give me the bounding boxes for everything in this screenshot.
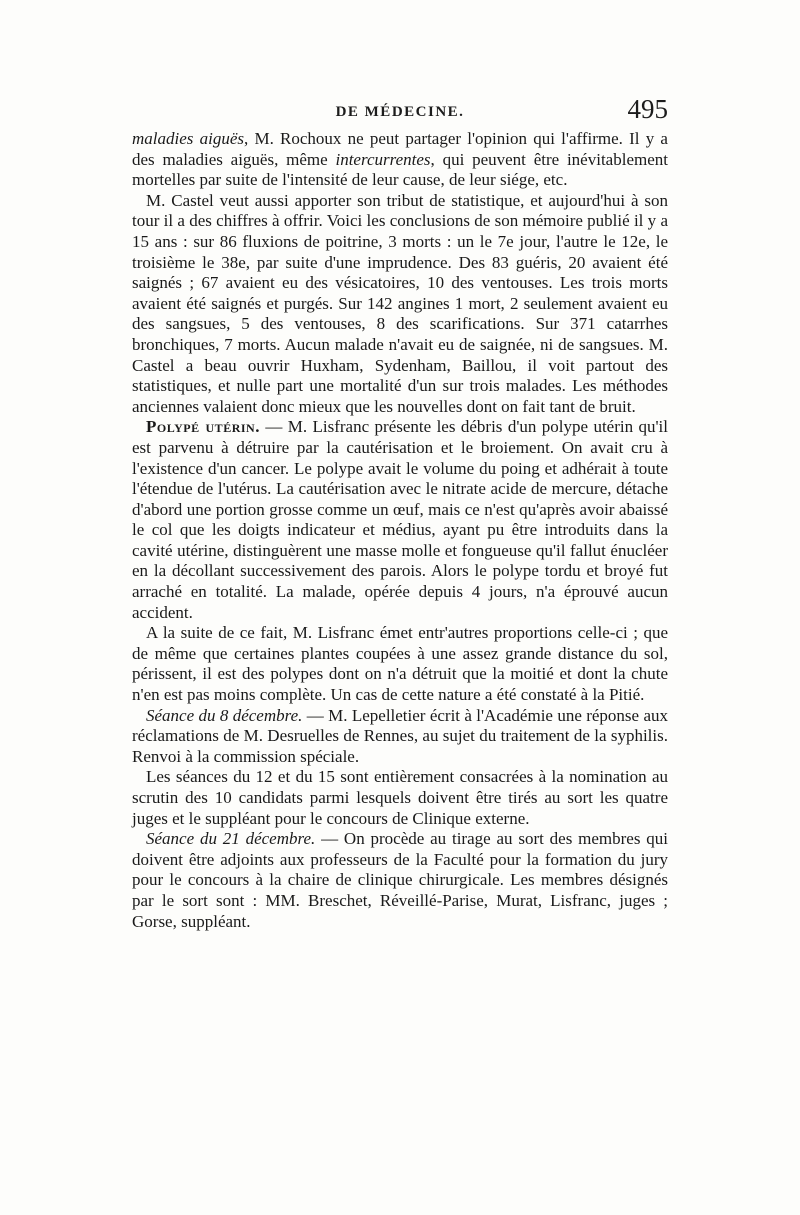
paragraph: [132, 623, 668, 705]
running-title: DE MÉDECINE.: [335, 104, 465, 120]
page-number: 495: [627, 94, 668, 124]
paragraph: [132, 417, 668, 623]
paragraph-text: — On procède au tirage au sort des membres qui doivent être adjoints aux professeurs de la Faculté pour la formation du jury pour le concours à la chaire de clinique chirurgicale. Les membres désignés par le sort sont : MM. Breschet, Réveillé-Parise, Murat, Lisfranc, juges ; Gorse, suppléant.: [132, 829, 668, 931]
paragraph-text: Les séances du 12 et du 15 sont entièrement consacrées à la nomination au scrutin des 10 candidats parmi lesquels doivent être tirés au sort les quatre juges et le suppléant pour le concours de Clinique externe.: [132, 767, 668, 828]
paragraph-text: M. Castel veut aussi apporter son tribut de statistique, et aujourd'hui à son tour il a des chiffres à offrir. Voici les conclusions de son mémoire publié il y a 15 ans : sur 86 fluxions de poitrine, 3 morts : un le 7e jour, l'autre le 12e, le troisième le 38e, par suite d'une imprudence. Des 83 guéris, 20 avaient été saignés ; 67 avaient eu des vésicatoires, 10 des ventouses. Les trois morts avaient été saignés et purgés. Sur 142 angines 1 mort, 2 seulement avaient eu des sangsues, 5 des ventouses, 8 des scarifications. Sur 371 catarrhes bronchiques, 7 morts. Aucun malade n'avait eu de saignée, ni de sangsues. M. Castel a beau ouvrir Huxham, Sydenham, Baillou, il voit partout des statistiques, et nulle part une mortalité d'un sur trois malades. Les méthodes anciennes valaient donc mieux que les nouvelles dont on fait tant de bruit.: [132, 190, 668, 416]
paragraph: [132, 767, 668, 829]
running-head: [132, 96, 668, 128]
paragraph: [132, 706, 668, 768]
paragraph-text: — M. Lepelletier écrit à l'Académie une réponse aux réclamations de M. Desruelles de Rennes, au sujet du traitement de la syphilis. Renvoi à la commission spéciale.: [132, 705, 668, 766]
italic-text: Séance du 21 décembre.: [146, 829, 316, 849]
paragraph-text: — M. Lisfranc présente les débris d'un polype utérin qu'il est parvenu à détruire par la cautérisation et le broiement. On avait cru à l'existence d'un cancer. Le polype avait le volume du poing et adhérait à toute l'étendue de l'utérus. La cautérisation avec le nitrate acide de mercure, détache d'abord une portion grosse comme un œuf, mais ce n'est qu'après avoir abaissé le col que les doigts indicateur et médius, ayant pu être introduits dans la cavité utérine, distinguèrent une masse molle et fongueuse qu'il fallut énucléer en la décollant successivement des parois. Alors le polype tordu et broyé fut arraché en totalité. La malade, opérée depuis 4 jours, n'a éprouvé aucun accident.: [132, 417, 669, 622]
paragraph-text: A la suite de ce fait, M. Lisfranc émet entr'autres proportions celle-ci ; que de même que certaines plantes coupées à une assez grande distance du sol, périssent, il est des polypes dont on n'a détruit que la moitié et dont la chute n'en est pas moins complète. Un cas de cette nature a été constaté à la Pitié.: [132, 623, 668, 705]
italic-text: Séance du 8 décembre.: [146, 705, 303, 725]
paragraph: [132, 191, 668, 418]
paragraph: [132, 129, 668, 191]
italic-text: intercurrentes: [335, 149, 431, 169]
paragraph-text: , M. Rochoux ne peut partager l'opinion qui l'affirme. Il y a des maladies aiguës, même: [132, 129, 668, 169]
body-text: [132, 129, 668, 932]
paragraph-text: , qui peuvent être inévitablement mortelles par suite de l'intensité de leur cause, de leur siége, etc.: [132, 149, 668, 190]
section-heading: Polypé utérin.: [146, 417, 260, 437]
italic-text: maladies aiguës: [132, 129, 244, 148]
paragraph: [132, 829, 668, 932]
